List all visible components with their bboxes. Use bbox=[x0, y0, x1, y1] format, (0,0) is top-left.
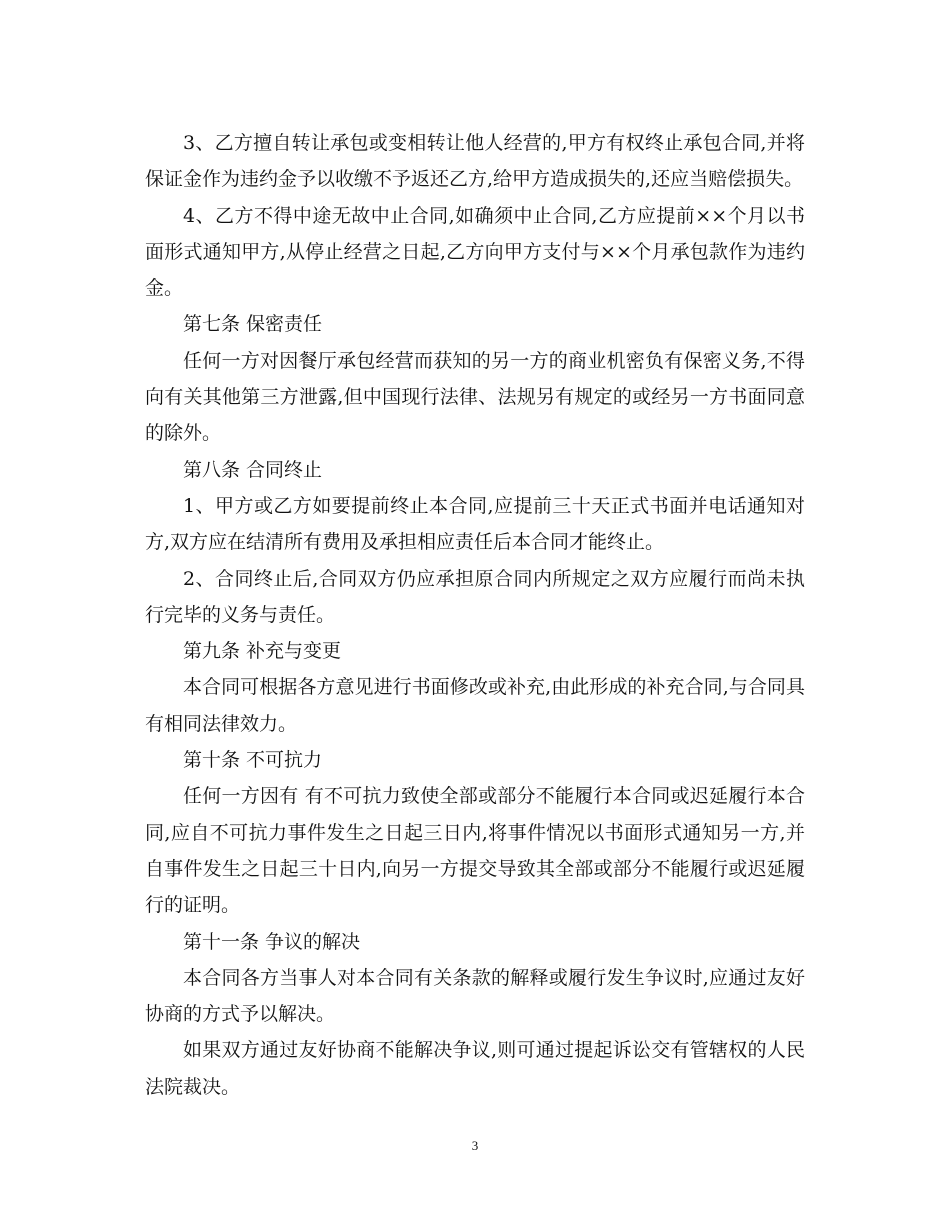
confidentiality-paragraph: 任何一方对因餐厅承包经营而获知的另一方的商业机密负有保密义务,不得向有关其他第三方泄露,但中国现行法律、法规另有规定的或经另一方书面同意的除外。 bbox=[145, 349, 805, 445]
termination-item-1: 1、甲方或乙方如要提前终止本合同,应提前三十天正式书面并电话通知对方,双方应在结清所有费用及承担相应责任后本合同才能终止。 bbox=[145, 494, 805, 554]
section-heading-dispute-resolution: 第十一条 争议的解决 bbox=[183, 930, 361, 953]
clause-6-item-4: 4、乙方不得中途无故中止合同,如确须中止合同,乙方应提前××个月以书面形式通知甲方,从停止经营之日起,乙方向甲方支付与××个月承包款作为违约金。 bbox=[145, 204, 805, 300]
clause-6-item-3: 3、乙方擅自转让承包或变相转让他人经营的,甲方有权终止承包合同,并将保证金作为违约金予以收缴不予返还乙方,给甲方造成损失的,还应当赔偿损失。 bbox=[145, 132, 805, 191]
section-heading-amendment: 第九条 补充与变更 bbox=[183, 640, 342, 663]
page-number: 3 bbox=[471, 1138, 479, 1153]
section-heading-force-majeure: 第十条 不可抗力 bbox=[183, 749, 323, 772]
termination-item-2: 2、合同终止后,合同双方仍应承担原合同内所规定之双方应履行而尚未执行完毕的义务与责任。 bbox=[145, 567, 805, 626]
section-heading-confidentiality: 第七条 保密责任 bbox=[183, 313, 323, 336]
document-body bbox=[145, 125, 805, 1105]
dispute-paragraph-2: 如果双方通过友好协商不能解决争议,则可通过提起诉讼交有管辖权的人民法院裁决。 bbox=[145, 1039, 805, 1098]
force-majeure-paragraph: 任何一方因有 有不可抗力致使全部或部分不能履行本合同或迟延履行本合同,应自不可抗力事件发生之日起三日内,将事件情况以书面形式通知另一方,并自事件发生之日起三十日内,向另一方提交导致其全部或部分不能履行或迟延履行的证明。 bbox=[145, 785, 805, 917]
amendment-paragraph: 本合同可根据各方意见进行书面修改或补充,由此形成的补充合同,与合同具有相同法律效力。 bbox=[145, 676, 805, 735]
dispute-paragraph-1: 本合同各方当事人对本合同有关条款的解释或履行发生争议时,应通过友好协商的方式予以解决。 bbox=[145, 966, 805, 1026]
section-heading-termination: 第八条 合同终止 bbox=[183, 458, 323, 481]
